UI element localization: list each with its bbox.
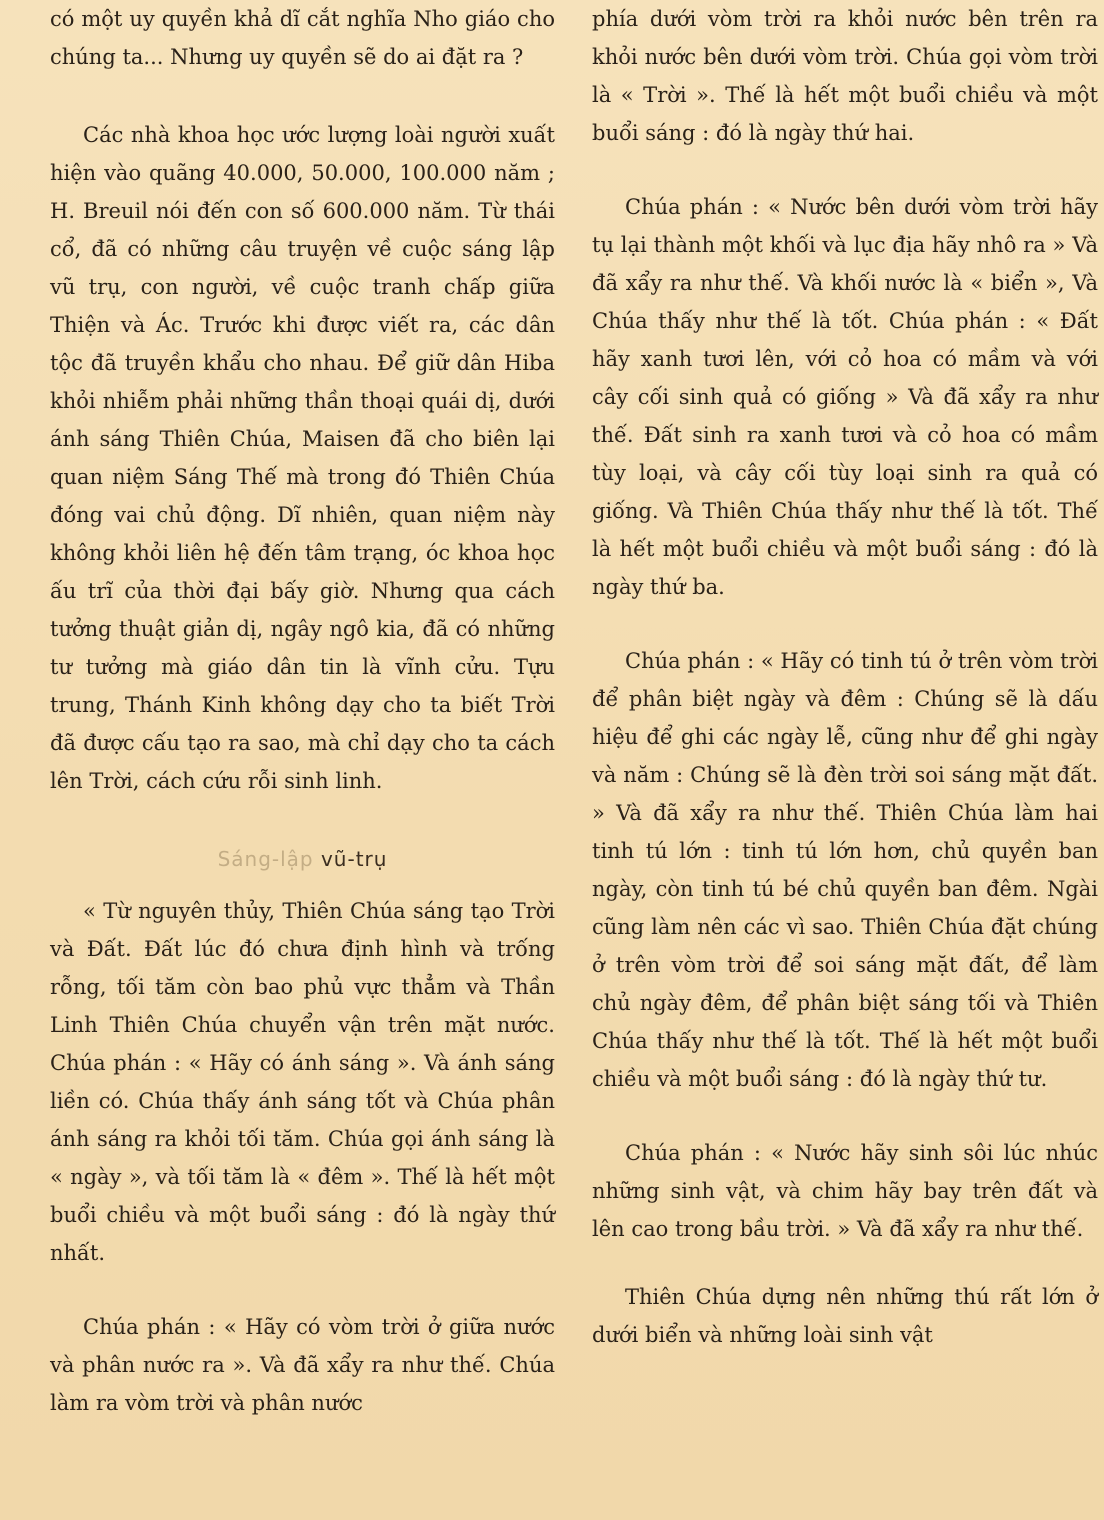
left-paragraph-4: Chúa phán : « Hãy có vòm trời ở giữa nước và phân nước ra ». Và đã xẩy ra như thế. Chúa làm ra vòm trời và phân nước	[50, 1315, 555, 1415]
section-heading-main: vũ-trụ	[320, 847, 388, 871]
left-paragraph-2: Các nhà khoa học ước lượng loài người xuất hiện vào quãng 40.000, 50.000, 100.000 năm ; H. Breuil nói đến con số 600.000 năm. Từ thái cổ, đã có những câu truyện về cuộc sáng lập vũ trụ, con người, về cuộc tranh chấp giữa Thiện và Ác. Trước khi được viết ra, các dân tộc đã truyền khẩu cho nhau. Để giữ dân Hiba khỏi nhiễm phải những thần thoại quái dị, dưới ánh sáng Thiên Chúa, Maisen đã cho biên lại quan niệm Sáng Thế mà trong đó Thiên Chúa đóng vai chủ động. Dĩ nhiên, quan niệm này không khỏi liên hệ đến tâm trạng, óc khoa học ấu trĩ của thời đại bấy giờ. Nhưng qua cách tưởng thuật giản dị, ngây ngô kia, đã có những tư tưởng mà giáo dân tin là vĩnh cửu. Tựu trung, Thánh Kinh không dạy cho ta biết Trời đã được cấu tạo ra sao, mà chỉ dạy cho ta cách lên Trời, cách cứu rỗi sinh linh.	[50, 123, 555, 793]
right-paragraph-2: Chúa phán : « Nước bên dưới vòm trời hãy tụ lại thành một khối và lục địa hãy nhô ra » Và đã xẩy ra như thế. Và khối nước là « biển », Và Chúa thấy như thế là tốt. Chúa phán : « Đất hãy xanh tươi lên, với cỏ hoa có mầm và với cây cối sinh quả có giống » Và đã xẩy ra như thế. Đất sinh ra xanh tươi và cỏ hoa có mầm tùy loại, và cây cối tùy loại sinh ra quả có giống. Và Thiên Chúa thấy như thế là tốt. Thế là hết một buổi chiều và một buổi sáng : đó là ngày thứ ba.	[592, 195, 1098, 599]
section-heading	[50, 840, 555, 878]
left-paragraph-1: có một uy quyền khả dĩ cắt nghĩa Nho giáo cho chúng ta... Nhưng uy quyền sẽ do ai đặt ra ?	[50, 7, 555, 69]
right-paragraph-4: Chúa phán : « Nước hãy sinh sôi lúc nhúc những sinh vật, và chim hãy bay trên đất và lên cao trong bầu trời. » Và đã xẩy ra như thế.	[592, 1141, 1098, 1241]
section-heading-faded: Sáng-lập	[217, 847, 314, 871]
right-column	[592, 0, 1098, 1387]
right-paragraph-3: Chúa phán : « Hãy có tinh tú ở trên vòm trời để phân biệt ngày và đêm : Chúng sẽ là dấu hiệu để ghi các ngày lễ, cũng như để ghi ngày và năm : Chúng sẽ là đèn trời soi sáng mặt đất. » Và đã xẩy ra như thế. Thiên Chúa làm hai tinh tú lớn : tinh tú lớn hơn, chủ quyền ban ngày, còn tinh tú bé chủ quyền ban đêm. Ngài cũng làm nên các vì sao. Thiên Chúa đặt chúng ở trên vòm trời để soi sáng mặt đất, để làm chủ ngày đêm, để phân biệt sáng tối và Thiên Chúa thấy như thế là tốt. Thế là hết một buổi chiều và một buổi sáng : đó là ngày thứ tư.	[592, 649, 1098, 1091]
right-paragraph-5: Thiên Chúa dựng nên những thú rất lớn ở dưới biển và những loài sinh vật	[592, 1285, 1098, 1347]
right-paragraph-1: phía dưới vòm trời ra khỏi nước bên trên ra khỏi nước bên dưới vòm trời. Chúa gọi vòm trời là « Trời ». Thế là hết một buổi chiều và một buổi sáng : đó là ngày thứ hai.	[592, 7, 1098, 145]
left-paragraph-3: « Từ nguyên thủy, Thiên Chúa sáng tạo Trời và Đất. Đất lúc đó chưa định hình và trống rỗng, tối tăm còn bao phủ vực thẳm và Thần Linh Thiên Chúa chuyển vận trên mặt nước. Chúa phán : « Hãy có ánh sáng ». Và ánh sáng liền có. Chúa thấy ánh sáng tốt và Chúa phân ánh sáng ra khỏi tối tăm. Chúa gọi ánh sáng là « ngày », và tối tăm là « đêm ». Thế là hết một buổi chiều và một buổi sáng : đó là ngày thứ nhất.	[50, 899, 555, 1265]
left-column	[50, 0, 555, 1455]
